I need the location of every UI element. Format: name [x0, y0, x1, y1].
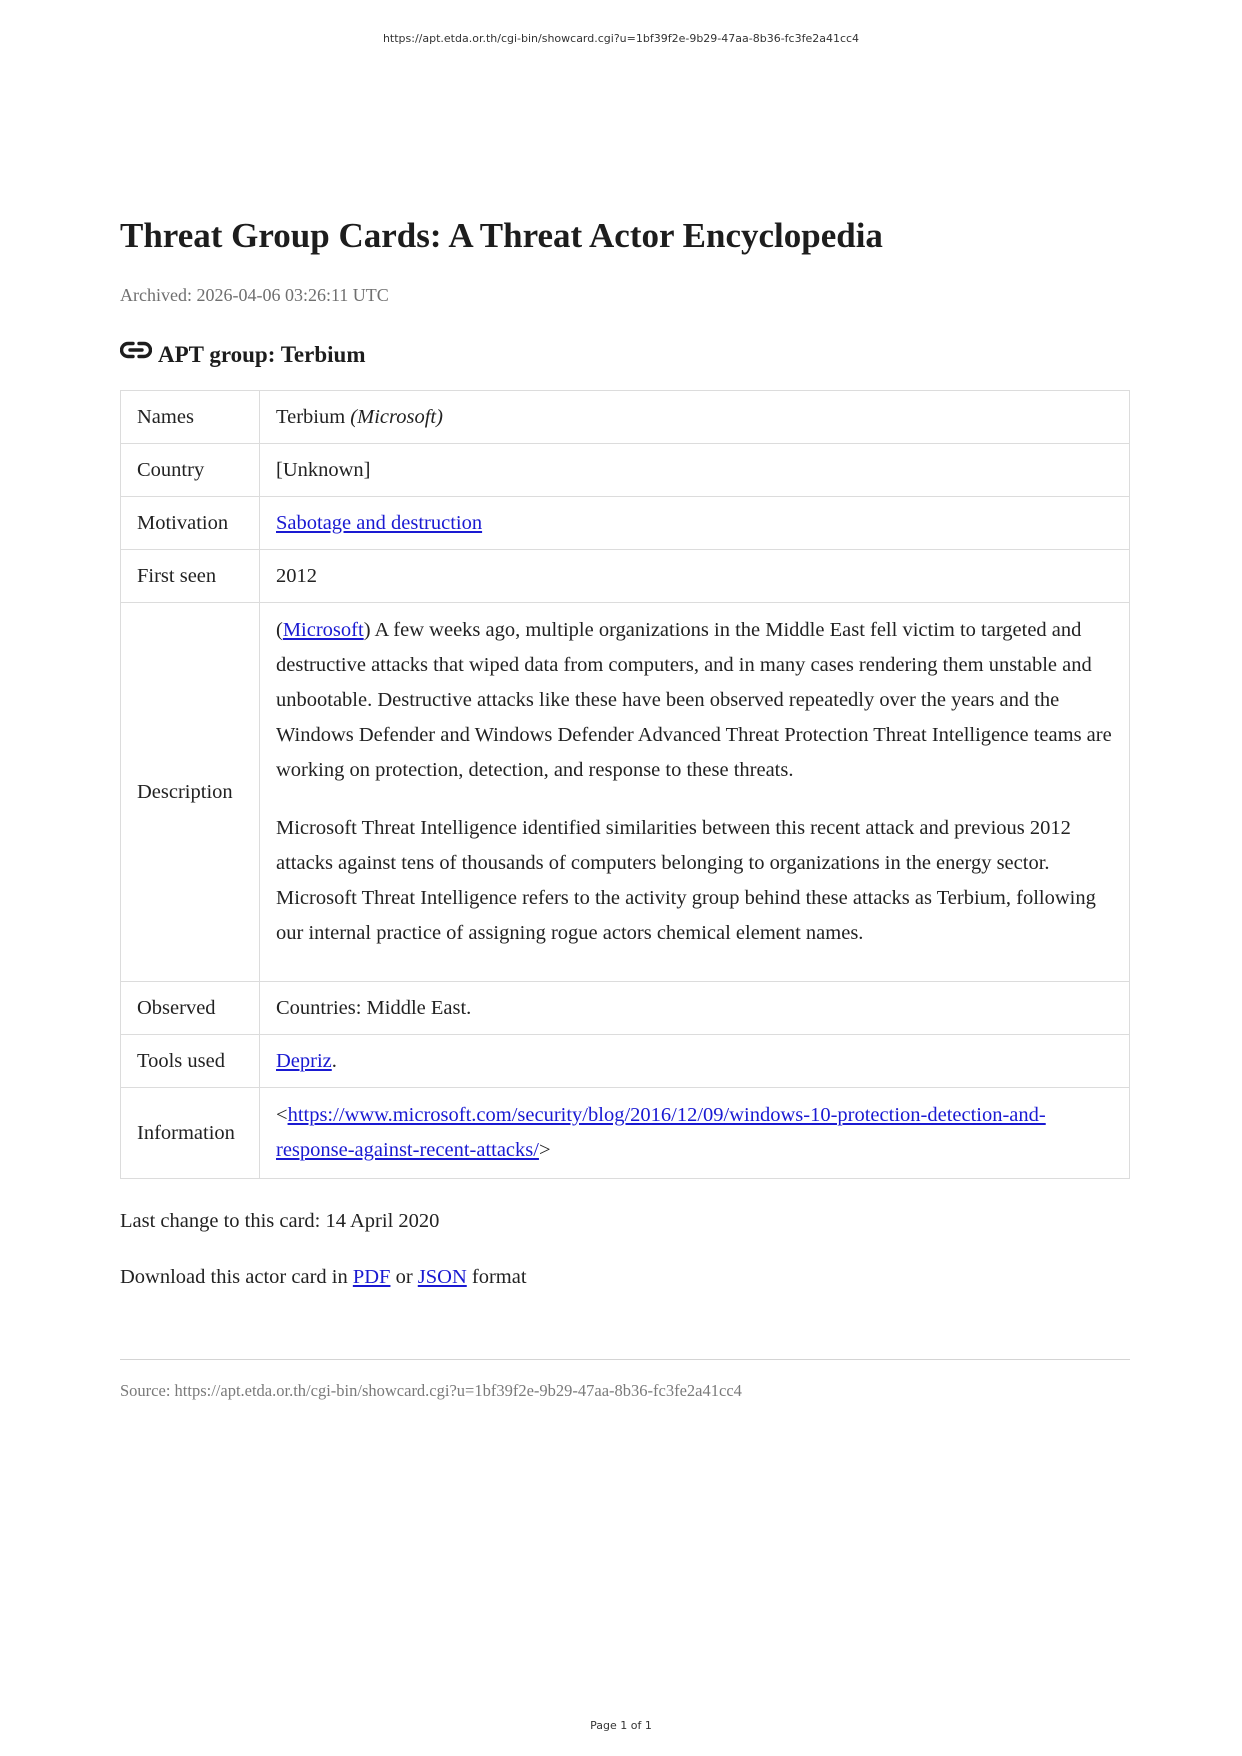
main-content [120, 212, 1130, 1402]
link-icon[interactable] [120, 341, 152, 359]
table-row-information: Information <https://www.microsoft.com/security/blog/2016/12/09/windows-10-protection-detection-and-response-against-recent-attacks/> [121, 1088, 1130, 1179]
page-title: Threat Group Cards: A Threat Actor Encyclopedia [120, 216, 883, 255]
archived-timestamp: Archived: 2026-04-06 03:26:11 UTC [120, 285, 389, 305]
print-header-url: https://apt.etda.or.th/cgi-bin/showcard.cgi?u=1bf39f2e-9b29-47aa-8b36-fc3fe2a41cc4 [382, 32, 860, 45]
information-link[interactable]: https://www.microsoft.com/security/blog/2016/12/09/windows-10-protection-detection-and-response-against-recent-attacks/ [276, 1104, 1046, 1161]
actor-card-table [120, 390, 1130, 1179]
names-source: (Microsoft) [350, 405, 443, 428]
country-value: [Unknown] [260, 444, 1130, 497]
tool-link-depriz[interactable]: Depriz [276, 1049, 332, 1072]
description-label: Description [121, 603, 260, 982]
divider [120, 1359, 1130, 1360]
motivation-label: Motivation [121, 497, 260, 550]
table-row-names [121, 391, 1130, 444]
description-paragraph-2: Microsoft Threat Intelligence identified similarities between this recent attack and previous 2012 attacks against tens of thousands of computers belonging to organizations in the energy sector. Microsoft Threat Intelligence refers to the activity group behind these attacks as Terbium, following our internal practice of assigning rogue actors chemical element names. [276, 817, 1096, 944]
page-number: Page 1 of 1 [590, 1719, 652, 1732]
description-source-link[interactable]: Microsoft [282, 619, 364, 641]
download-line: Download this actor card in PDF or JSON format [120, 1266, 527, 1288]
last-change: Last change to this card: 14 April 2020 [120, 1210, 440, 1232]
first-seen-label: First seen [121, 550, 260, 603]
table-row-observed [121, 982, 1130, 1035]
table-row-description [121, 603, 1130, 982]
motivation-link[interactable]: Sabotage and destruction [276, 511, 483, 534]
names-value: Terbium (Microsoft) [260, 391, 1130, 444]
tools-label: Tools used [121, 1035, 260, 1088]
observed-label: Observed [121, 982, 260, 1035]
table-row-motivation [121, 497, 1130, 550]
table-row-country [121, 444, 1130, 497]
source-url: Source: https://apt.etda.or.th/cgi-bin/showcard.cgi?u=1bf39f2e-9b29-47aa-8b36-fc3fe2a41cc4 [120, 1381, 742, 1400]
table-row-first-seen [121, 550, 1130, 603]
table-row-tools: Tools used Depriz. [121, 1035, 1130, 1088]
pdf-download-link[interactable]: PDF [352, 1266, 391, 1288]
first-seen-value: 2012 [260, 550, 1130, 603]
observed-value: Countries: Middle East. [260, 982, 1130, 1035]
names-label: Names [121, 391, 260, 444]
group-heading [120, 333, 1130, 369]
description-paragraph-1: (Microsoft) A few weeks ago, multiple organizations in the Middle East fell victim to targeted and destructive attacks that wiped data from computers, and in many cases rendering them unstable and unbootable. Destructive attacks like these have been observed repeatedly over the years and the Windows Defender and Windows Defender Advanced Threat Protection Threat Intelligence teams are working on protection, detection, and response to these threats. [276, 619, 1112, 781]
json-download-link[interactable]: JSON [417, 1266, 467, 1288]
information-label: Information [121, 1088, 260, 1179]
group-title: APT group: Terbium [158, 342, 366, 367]
country-label: Country [121, 444, 260, 497]
description-value [260, 603, 1130, 982]
